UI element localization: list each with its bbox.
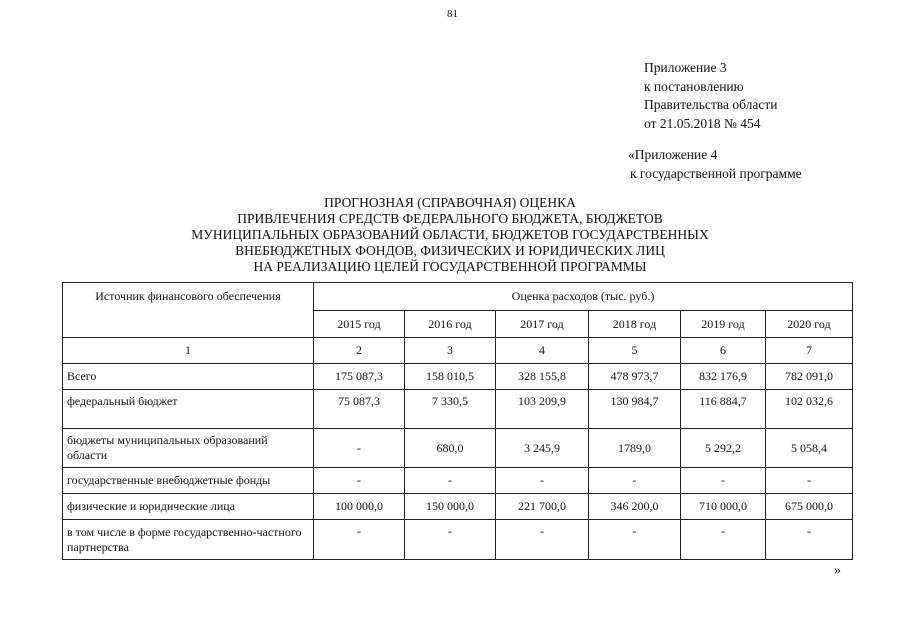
year-header: 2015 год [314, 311, 405, 338]
column-number: 3 [405, 338, 496, 364]
table-cell: 116 884,7 [681, 390, 766, 429]
column-number: 4 [496, 338, 589, 364]
column-number: 2 [314, 338, 405, 364]
table-row [63, 520, 853, 560]
appendix-4-line: «Приложение 4 [628, 147, 718, 162]
table-cell: 175 087,3 [314, 364, 405, 390]
table-cell: 346 200,0 [589, 494, 681, 520]
table-cell: 1789,0 [589, 429, 681, 468]
table-cell: - [496, 520, 589, 560]
row-label: государственные внебюджетные фонды [63, 468, 314, 494]
table-cell: 150 000,0 [405, 494, 496, 520]
year-header: 2016 год [405, 311, 496, 338]
table-cell: 680,0 [405, 429, 496, 468]
header-row [63, 283, 853, 311]
column-number: 1 [63, 338, 314, 364]
title-line: МУНИЦИПАЛЬНЫХ ОБРАЗОВАНИЙ ОБЛАСТИ, БЮДЖЕТОВ ГОСУДАРСТВЕННЫХ [191, 227, 709, 242]
appendix-3-line: Правительства области [644, 97, 778, 112]
table-cell: - [496, 468, 589, 494]
table-cell: 675 000,0 [766, 494, 853, 520]
table-cell: - [314, 429, 405, 468]
financing-table [62, 282, 853, 560]
column-number: 5 [589, 338, 681, 364]
table-cell: - [589, 520, 681, 560]
year-header: 2018 год [589, 311, 681, 338]
table-row [63, 429, 853, 468]
table-cell: 832 176,9 [681, 364, 766, 390]
column-number: 6 [681, 338, 766, 364]
table-cell: - [314, 468, 405, 494]
table-cell: 221 700,0 [496, 494, 589, 520]
year-header: 2017 год [496, 311, 589, 338]
year-header: 2020 год [766, 311, 853, 338]
table-cell: 100 000,0 [314, 494, 405, 520]
title-line: ПРИВЛЕЧЕНИЯ СРЕДСТВ ФЕДЕРАЛЬНОГО БЮДЖЕТА, БЮДЖЕТОВ [237, 211, 663, 226]
document-title [110, 195, 790, 275]
appendix-4-heading [628, 146, 802, 183]
table-cell: - [766, 468, 853, 494]
source-header: Источник финансового обеспечения [63, 283, 314, 338]
table-cell: 5 292,2 [681, 429, 766, 468]
table-cell: - [405, 468, 496, 494]
table-cell: 328 155,8 [496, 364, 589, 390]
title-line: НА РЕАЛИЗАЦИЮ ЦЕЛЕЙ ГОСУДАРСТВЕННОЙ ПРОГРАММЫ [253, 259, 647, 274]
table-cell: 103 209,9 [496, 390, 589, 429]
row-label: физические и юридические лица [63, 494, 314, 520]
table-cell: 7 330,5 [405, 390, 496, 429]
table-cell: 5 058,4 [766, 429, 853, 468]
estimate-header: Оценка расходов (тыс. руб.) [314, 283, 853, 311]
table-cell: 75 087,3 [314, 390, 405, 429]
table-cell: - [589, 468, 681, 494]
appendix-3-line: к постановлению [644, 78, 744, 94]
table-cell: 158 010,5 [405, 364, 496, 390]
year-header: 2019 год [681, 311, 766, 338]
table-cell: - [405, 520, 496, 560]
table-cell: 782 091,0 [766, 364, 853, 390]
row-label: в том числе в форме государственно-частного партнерства [63, 520, 314, 560]
appendix-3-line: от 21.05.2018 № 454 [644, 115, 761, 131]
table-row [63, 494, 853, 520]
table-cell: 130 984,7 [589, 390, 681, 429]
row-label: бюджеты муниципальных образований области [63, 429, 314, 468]
appendix-3-heading [644, 59, 777, 133]
row-label: федеральный бюджет [63, 390, 314, 429]
table-cell: - [681, 468, 766, 494]
column-number: 7 [766, 338, 853, 364]
table-cell: 102 032,6 [766, 390, 853, 429]
title-line: ПРОГНОЗНАЯ (СПРАВОЧНАЯ) ОЦЕНКА [324, 195, 576, 210]
table-cell: - [766, 520, 853, 560]
column-numbers-row [63, 338, 853, 364]
table-row [63, 364, 853, 390]
appendix-3-line: Приложение 3 [644, 60, 727, 75]
row-label: Всего [63, 364, 314, 390]
page-number: 81 [447, 8, 458, 20]
table-row [63, 468, 853, 494]
title-line: ВНЕБЮДЖЕТНЫХ ФОНДОВ, ФИЗИЧЕСКИХ И ЮРИДИЧЕСКИХ ЛИЦ [235, 243, 665, 258]
table-cell: 3 245,9 [496, 429, 589, 468]
table-cell: 478 973,7 [589, 364, 681, 390]
table-cell: - [681, 520, 766, 560]
appendix-4-line: к государственной программе [630, 165, 802, 181]
closing-quote: » [834, 563, 841, 578]
table-cell: 710 000,0 [681, 494, 766, 520]
table-cell: - [314, 520, 405, 560]
table-row [63, 390, 853, 429]
